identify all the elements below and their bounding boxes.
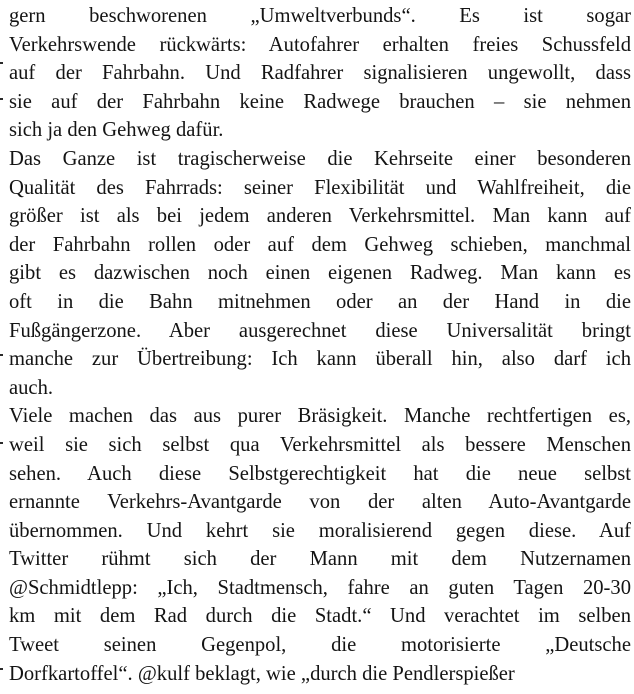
text-line: sehen. Auch diese Selbstgerechtigkeit hat die neue selbst [9, 462, 631, 485]
text-line: sich ja den Gehweg dafür. [9, 119, 224, 142]
left-edge-mark [0, 62, 3, 64]
left-edge-mark [0, 668, 3, 670]
text-line: km mit dem Rad durch die Stadt.“ Und verachtet im selben [9, 605, 631, 628]
text-line: gibt es dazwischen noch einen eigenen Radweg. Man kann es [9, 262, 631, 285]
text-line: Viele machen das aus purer Bräsigkeit. Manche rechtfertigen es, [9, 405, 631, 428]
paragraph-1 [9, 2, 631, 145]
left-edge-mark [0, 442, 3, 444]
text-line: auch. [9, 376, 54, 399]
text-line: ernannte Verkehrs-Avantgarde von der alten Auto-Avantgarde [9, 491, 631, 514]
text-line: Twitter rühmt sich der Mann mit dem Nutzernamen [9, 548, 631, 571]
text-line: Fußgängerzone. Aber ausgerechnet diese Universalität bringt [9, 319, 631, 342]
text-line: Tweet seinen Gegenpol, die motorisierte „Deutsche [9, 634, 631, 657]
paragraph-3 [9, 402, 631, 688]
article-text-column [9, 2, 631, 688]
text-line: sie auf der Fahrbahn keine Radwege brauchen – sie nehmen [9, 90, 631, 113]
text-line: Das Ganze ist tragischerweise die Kehrseite einer besonderen [9, 147, 631, 170]
text-line: Qualität des Fahrrads: seiner Flexibilität und Wahlfreiheit, die [9, 176, 631, 199]
text-line: manche zur Übertreibung: Ich kann überall hin, also darf ich [9, 348, 631, 371]
text-line: weil sie sich selbst qua Verkehrsmittel als bessere Menschen [9, 433, 631, 456]
text-line: @Schmidtlepp: „Ich, Stadtmensch, fahre an guten Tagen 20-30 [9, 576, 631, 599]
text-line: auf der Fahrbahn. Und Radfahrer signalisieren ungewollt, dass [9, 62, 631, 85]
text-line: größer ist als bei jedem anderen Verkehrsmittel. Man kann auf [9, 205, 631, 228]
left-edge-mark [0, 354, 3, 356]
text-line: der Fahrbahn rollen oder auf dem Gehweg schieben, manchmal [9, 233, 631, 256]
text-line: Dorfkartoffel“. @kulf beklagt, wie „durch die Pendlerspießer [9, 662, 515, 685]
text-line: Verkehrswende rückwärts: Autofahrer erhalten freies Schussfeld [9, 33, 631, 56]
paragraph-2 [9, 145, 631, 402]
left-edge-mark [0, 98, 3, 100]
text-line: übernommen. Und kehrt sie moralisierend gegen diese. Auf [9, 519, 631, 542]
text-line: gern beschworenen „Umweltverbunds“. Es ist sogar [9, 5, 631, 27]
text-line: oft in die Bahn mitnehmen oder an der Hand in die [9, 290, 631, 313]
